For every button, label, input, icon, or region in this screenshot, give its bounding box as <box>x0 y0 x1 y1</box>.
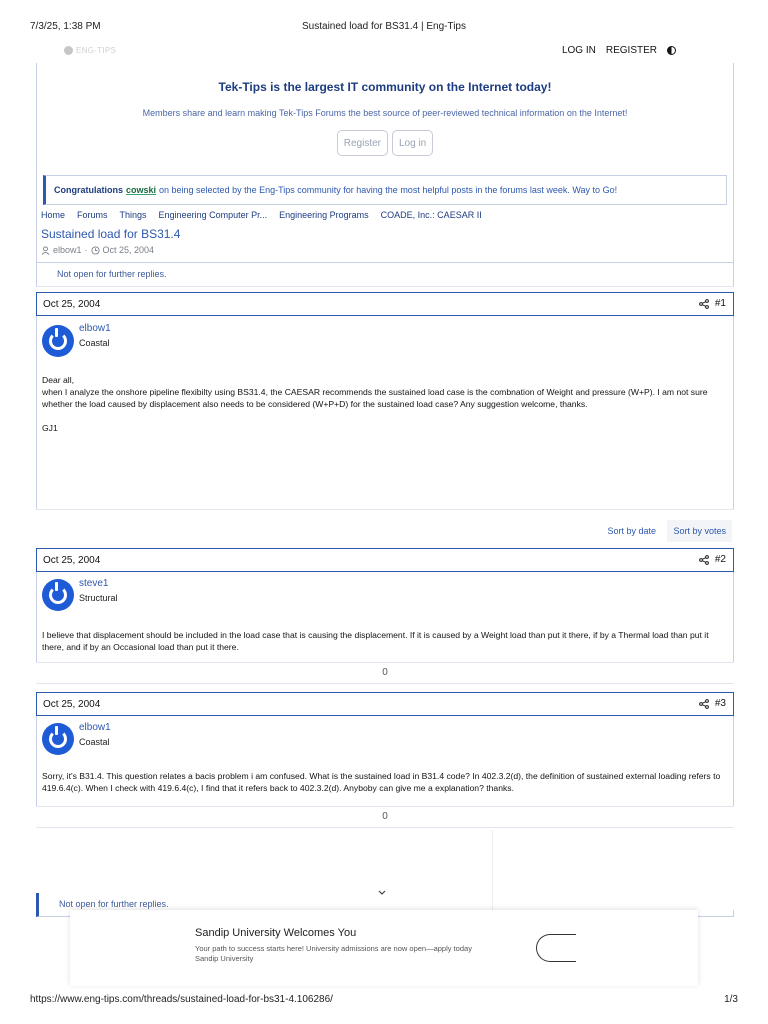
post-border <box>733 716 734 806</box>
congrats-suffix: on being selected by the Eng-Tips community for having the most helpful posts in the forums last week. Way to Go! <box>159 185 618 195</box>
notice-buttons <box>37 130 733 156</box>
breadcrumb-coade[interactable]: COADE, Inc.: CAESAR II <box>380 210 482 220</box>
post-1 <box>36 292 734 509</box>
post-number-group <box>699 298 726 309</box>
post-header <box>36 692 734 716</box>
notice-headline: Tek-Tips is the largest IT community on the Internet today! <box>218 80 552 94</box>
post-date[interactable]: Oct 25, 2004 <box>43 554 101 566</box>
post-user-role: Structural <box>79 593 118 603</box>
ad-cta-button[interactable] <box>536 934 576 962</box>
print-page-number: 1/3 <box>724 994 738 1005</box>
post-border <box>36 572 37 662</box>
post-line: Sorry, it's B31.4. This question relates a bacis problem i am confused. What is the sustained load in B31.4 code? In 402.3.2(d), the definition of sustained external loading refers to 419.6.4(c). When I check with 419.6.4(c), I find that it refers back to 402.3.2(d). Anyboby can give me a explanation? thanks. <box>42 771 721 793</box>
bottom-closed-notice: Not open for further replies. <box>36 893 734 917</box>
post-border <box>36 716 37 806</box>
print-timestamp: 7/3/25, 1:38 PM <box>30 21 101 32</box>
power-icon <box>49 586 67 604</box>
share-icon[interactable] <box>699 299 709 309</box>
post-username[interactable]: steve1 <box>79 578 109 589</box>
meta-separator: · <box>84 245 88 255</box>
post-line: when I analyze the onshore pipeline flexibilty using BS31.4, the CAESAR recommends the sustained load case is the combnation of Weight and pressure (W+P). I am not sure whether the load caused by displacement also needs to be considered (W+P+D) for the sustained load case? Any suggestion welcome, thanks. <box>42 387 708 409</box>
avatar[interactable] <box>42 325 74 357</box>
register-link[interactable]: REGISTER <box>605 45 657 56</box>
breadcrumb-engineering-programs[interactable]: Engineering Programs <box>279 210 369 220</box>
congrats-banner <box>43 175 727 205</box>
congrats-user-link[interactable]: cowski <box>126 185 157 195</box>
post-body <box>42 374 732 434</box>
theme-toggle-icon[interactable] <box>667 46 676 55</box>
avatar[interactable] <box>42 723 74 755</box>
power-icon <box>49 332 67 350</box>
post-user-role: Coastal <box>79 338 110 348</box>
share-icon[interactable] <box>699 699 709 709</box>
ad-title[interactable]: Sandip University Welcomes You <box>195 927 357 939</box>
print-header <box>0 0 768 40</box>
login-button[interactable]: Log in <box>392 130 433 156</box>
post-line: I believe that displacement should be included in the load case that is causing the displacement. If it is caused by a Weight load than put it there, if by a Thermal load than put it there, and if by an Occasional load than put it there. <box>42 630 709 652</box>
closed-notice: Not open for further replies. <box>36 263 734 287</box>
account-nav <box>562 45 676 56</box>
thread-date[interactable]: Oct 25, 2004 <box>102 245 155 255</box>
post-line: Dear all, <box>42 375 74 385</box>
post-border <box>733 316 734 509</box>
logo-text: ENG-TIPS <box>76 45 117 55</box>
ad-banner[interactable] <box>70 910 698 986</box>
post-border <box>733 572 734 662</box>
post-number[interactable]: #2 <box>714 554 726 565</box>
post-username[interactable]: elbow1 <box>79 722 111 733</box>
ad-sponsor: Sandip University <box>195 954 254 963</box>
register-button[interactable]: Register <box>337 130 388 156</box>
post-3 <box>36 692 734 828</box>
share-icon[interactable] <box>699 555 709 565</box>
print-url: https://www.eng-tips.com/threads/sustained-load-for-bs31-4.106286/ <box>30 994 333 1005</box>
ad-description: Your path to success starts here! University admissions are now open—apply today <box>195 944 472 953</box>
ad-overlay-edge <box>492 830 734 910</box>
post-number-group <box>699 698 726 709</box>
post-line: GJ1 <box>42 423 58 433</box>
user-icon <box>41 246 50 255</box>
login-link[interactable]: LOG IN <box>561 45 596 56</box>
notice-subline: Members share and learn making Tek-Tips Forums the best source of peer-reviewed technical information on the Internet! <box>142 108 628 118</box>
sort-bar <box>36 509 734 549</box>
breadcrumb-home[interactable]: Home <box>41 210 66 220</box>
post-date[interactable]: Oct 25, 2004 <box>43 298 101 310</box>
post-number[interactable]: #1 <box>714 298 726 309</box>
post-header <box>36 548 734 572</box>
site-logo[interactable] <box>64 44 126 56</box>
power-icon <box>49 730 67 748</box>
sort-by-date-button[interactable]: Sort by date <box>607 526 656 536</box>
thread-author[interactable]: elbow1 <box>53 245 82 255</box>
post-number[interactable]: #3 <box>714 698 726 709</box>
clock-icon <box>91 246 100 255</box>
page-title: Sustained load for BS31.4 <box>41 227 181 241</box>
post-body <box>42 770 732 794</box>
chevron-down-icon[interactable] <box>377 888 387 898</box>
avatar[interactable] <box>42 579 74 611</box>
breadcrumb-forums[interactable]: Forums <box>77 210 108 220</box>
congrats-prefix: Congratulations <box>54 185 123 195</box>
breadcrumb-engineering-computer[interactable]: Engineering Computer Pr... <box>158 210 268 220</box>
post-2 <box>36 548 734 684</box>
vote-count[interactable]: 0 <box>36 806 734 828</box>
breadcrumb <box>41 210 482 220</box>
post-header <box>36 292 734 316</box>
print-page-title: Sustained load for BS31.4 | Eng-Tips <box>302 21 466 32</box>
vote-count[interactable]: 0 <box>36 662 734 684</box>
thread-meta <box>41 245 154 255</box>
logo-icon <box>64 46 73 55</box>
sort-by-votes-button[interactable]: Sort by votes <box>667 520 732 542</box>
post-user-role: Coastal <box>79 737 110 747</box>
post-number-group <box>699 554 726 565</box>
site-top-bar <box>36 40 734 62</box>
post-border <box>36 316 37 509</box>
breadcrumb-things[interactable]: Things <box>119 210 147 220</box>
post-date[interactable]: Oct 25, 2004 <box>43 698 101 710</box>
post-username[interactable]: elbow1 <box>79 323 111 334</box>
post-body <box>42 629 732 653</box>
